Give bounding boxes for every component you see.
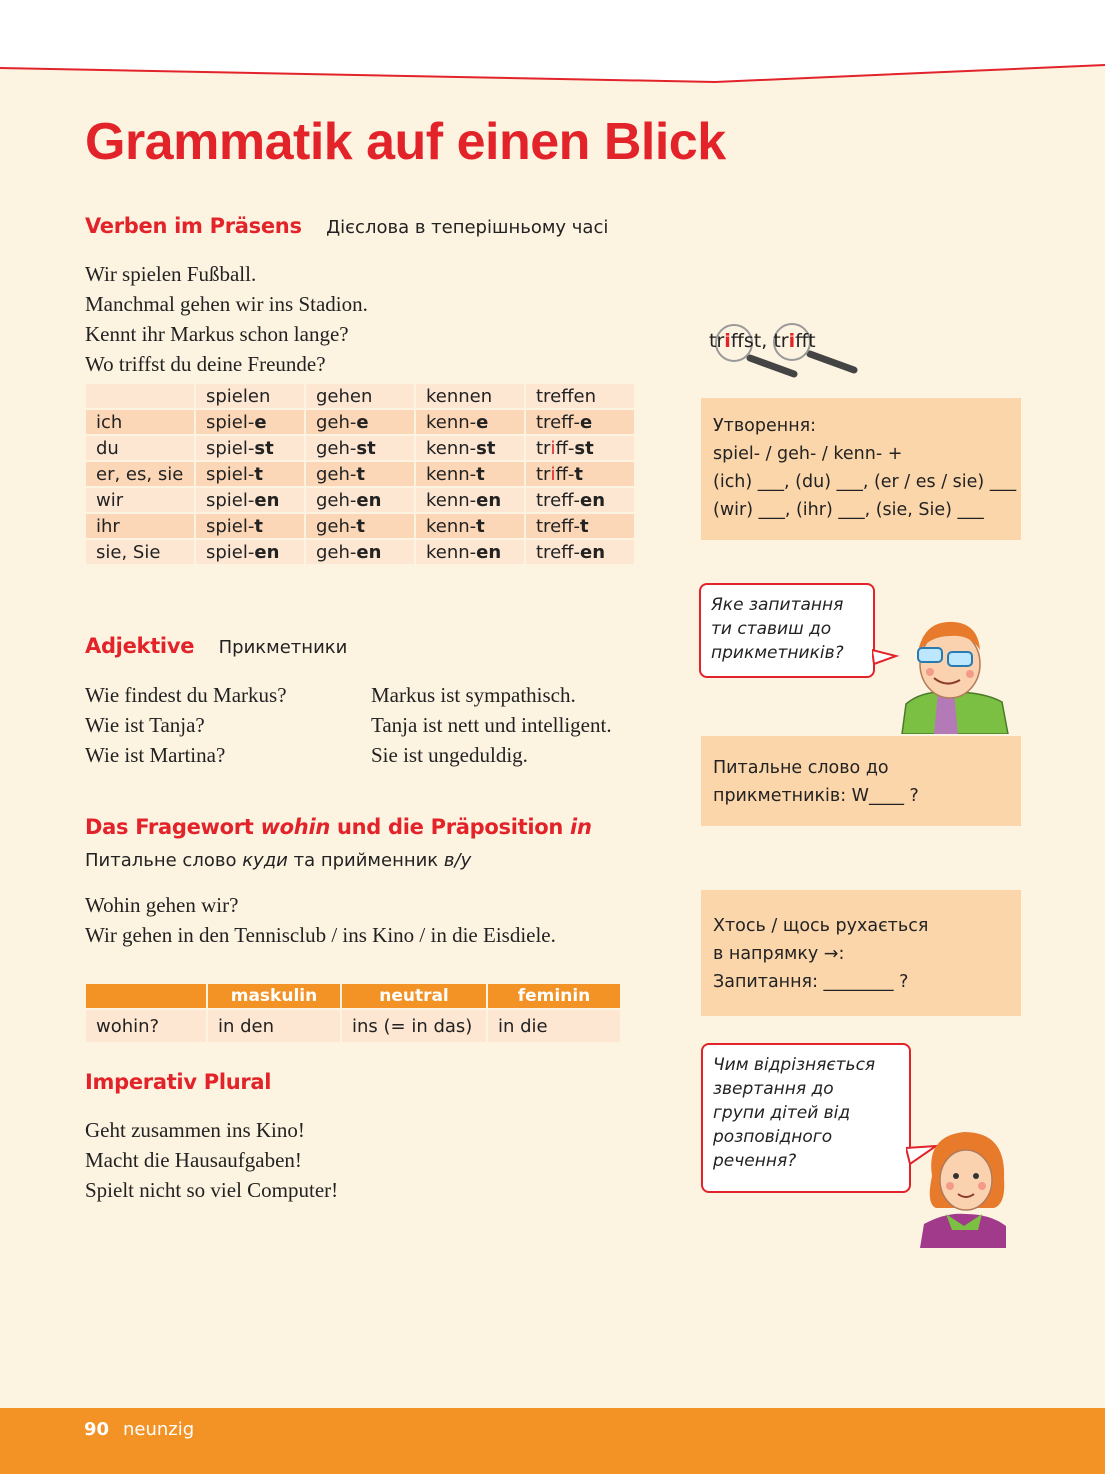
table-header-cell: kennen	[416, 384, 524, 408]
page-number: 90	[84, 1419, 110, 1440]
table-row	[86, 436, 634, 460]
stem: kenn-	[426, 489, 477, 511]
girl-top-icon	[920, 1214, 1006, 1248]
table-row	[86, 514, 634, 538]
table-cell	[526, 540, 634, 564]
box-line: прикметників: W____ ?	[713, 786, 919, 806]
table-row	[86, 1010, 620, 1042]
sentence: Wir gehen in den Tennisclub / ins Kino / in die Eisdiele.	[85, 923, 556, 947]
answer: Markus ist sympathisch.	[371, 683, 576, 707]
stem: kenn-	[426, 515, 477, 537]
girl-face-icon	[940, 1150, 992, 1210]
ending: t	[254, 515, 263, 537]
table-header-cell: treffen	[526, 384, 634, 408]
stem: geh-	[316, 489, 357, 511]
table-cell	[196, 514, 304, 538]
table-cell	[196, 488, 304, 512]
sub-part: та прийменник	[287, 850, 444, 871]
stem: tr	[536, 463, 551, 485]
word-part: fft	[795, 330, 816, 352]
table-cell	[86, 384, 194, 408]
adjectives-subheading: Прикметники	[218, 637, 348, 658]
table-cell	[306, 436, 414, 460]
verb-conjugation-table	[84, 382, 636, 566]
ending: t	[356, 515, 366, 537]
question-word-box	[701, 736, 1021, 826]
question: Wie ist Martina?	[85, 743, 226, 767]
ending: en	[580, 541, 606, 563]
box-line: Запитання: ________ ?	[713, 972, 909, 992]
table-cell	[526, 462, 634, 486]
ending: e	[356, 411, 369, 433]
stem: spiel-	[206, 489, 255, 511]
imperative-sentences	[85, 1115, 338, 1205]
ending: t	[356, 463, 366, 485]
table-cell	[526, 488, 634, 512]
ending: e	[476, 411, 489, 433]
ending: st	[476, 437, 496, 459]
sub-part: Питальне слово	[85, 850, 243, 871]
girl-speech-bubble	[701, 1043, 911, 1193]
stem: tr	[536, 437, 551, 459]
stem: spiel-	[206, 541, 255, 563]
box-line: Питальне слово до	[713, 758, 889, 778]
girl-eye-icon	[953, 1173, 959, 1179]
pronoun-cell: wir	[86, 488, 194, 512]
ending: en	[356, 541, 382, 563]
preposition-table	[84, 982, 622, 1044]
ending: en	[254, 489, 280, 511]
table-cell	[306, 540, 414, 564]
question: Wie findest du Markus?	[85, 683, 287, 707]
adjectives-heading: Adjektive	[85, 634, 195, 658]
stem: tre	[536, 411, 562, 433]
stem: geh-	[316, 515, 357, 537]
magnifier-handle-icon	[810, 354, 854, 370]
sentence: Spielt nicht so viel Computer!	[85, 1178, 339, 1202]
girl-cheek-icon	[978, 1182, 986, 1190]
ending: t	[476, 515, 485, 537]
stem: geh-	[316, 541, 357, 563]
word-part: tr	[709, 330, 725, 352]
highlighted-vowel: i	[724, 330, 731, 352]
formation-box	[701, 398, 1021, 540]
bubble-line: Чим відрізняється	[713, 1055, 876, 1075]
stem: kenn-	[426, 463, 477, 485]
verbs-heading: Verben im Präsens	[85, 214, 302, 238]
pronoun-cell: ihr	[86, 514, 194, 538]
table-header-cell: maskulin	[208, 984, 340, 1008]
bubble-line: звертання до	[713, 1079, 834, 1099]
stem: ff-	[561, 411, 581, 433]
table-header-cell	[86, 984, 206, 1008]
table-cell	[306, 514, 414, 538]
table-header-cell: spielen	[196, 384, 304, 408]
bubble-tail-icon	[872, 650, 896, 664]
boy-glasses-icon	[918, 648, 942, 662]
ending: en	[580, 489, 606, 511]
stem: ff-	[561, 541, 581, 563]
girl-eye-icon	[973, 1173, 979, 1179]
ending: en	[254, 541, 280, 563]
box-line: (ich) ___, (du) ___, (er / es / sie) ___	[713, 472, 1017, 492]
question: Wie ist Tanja?	[85, 713, 205, 737]
adjective-answers	[371, 680, 612, 770]
sentence: Macht die Hausaufgaben!	[85, 1148, 302, 1172]
table-cell: in den	[208, 1010, 340, 1042]
table-cell	[416, 410, 524, 434]
boy-speech-bubble	[699, 583, 875, 678]
boy-cheek-icon	[926, 668, 934, 676]
table-header-cell: feminin	[488, 984, 620, 1008]
ending: t	[574, 463, 583, 485]
stem: geh-	[316, 411, 357, 433]
ending: st	[254, 437, 274, 459]
heading-part: Das Fragewort	[85, 815, 261, 839]
footer-bar	[0, 1408, 1105, 1474]
stem: ff-	[555, 437, 575, 459]
heading-part: und die Präposition	[330, 815, 571, 839]
bubble-line: розповідного	[713, 1127, 833, 1147]
table-cell: ins (= in das)	[342, 1010, 486, 1042]
table-row	[86, 488, 634, 512]
sentence: Kennt ihr Markus schon lange?	[85, 322, 349, 346]
word-part: ffst,	[730, 330, 774, 352]
stem: kenn-	[426, 411, 477, 433]
bubble-line: Яке запитання	[711, 595, 844, 615]
ending: en	[476, 541, 502, 563]
table-header-cell: gehen	[306, 384, 414, 408]
table-cell	[416, 514, 524, 538]
vowel-change: i	[550, 463, 556, 485]
table-cell	[526, 410, 634, 434]
table-header-row	[86, 384, 634, 408]
table-cell	[526, 514, 634, 538]
box-line: в напрямку →:	[713, 944, 845, 964]
page-title: Grammatik auf einen Blick	[85, 113, 726, 171]
box-line: spiel- / geh- / kenn- +	[713, 444, 903, 464]
sentence: Geht zusammen ins Kino!	[85, 1118, 305, 1142]
box-line: (wir) ___, (ihr) ___, (sie, Sie) ___	[713, 500, 984, 520]
stem: spiel-	[206, 437, 255, 459]
table-cell	[416, 436, 524, 460]
stem: tre	[536, 541, 562, 563]
table-cell: in die	[488, 1010, 620, 1042]
table-cell	[196, 462, 304, 486]
heading-italic: wohin	[260, 815, 330, 839]
sentence: Manchmal gehen wir ins Stadion.	[85, 292, 368, 316]
table-cell	[416, 488, 524, 512]
fragewort-subheading	[85, 850, 471, 871]
table-cell	[416, 462, 524, 486]
stem: tre	[536, 515, 562, 537]
bubble-line: речення?	[713, 1151, 797, 1171]
adjectives-heading-row	[85, 634, 347, 658]
stem: geh-	[316, 437, 357, 459]
table-cell	[526, 436, 634, 460]
ending: t	[254, 463, 263, 485]
stem: ff-	[561, 515, 581, 537]
girl-character-illustration	[906, 1118, 1026, 1248]
pronoun-cell: sie, Sie	[86, 540, 194, 564]
word-part: tr	[773, 330, 789, 352]
bubble-line: прикметників?	[711, 643, 844, 663]
ending: t	[476, 463, 485, 485]
box-line: Утворення:	[713, 416, 817, 436]
imperative-heading: Imperativ Plural	[85, 1070, 272, 1094]
pronoun-cell: er, es, sie	[86, 462, 194, 486]
direction-box	[701, 890, 1021, 1016]
table-row	[86, 410, 634, 434]
table-header-row	[86, 984, 620, 1008]
stem: geh-	[316, 463, 357, 485]
answer: Tanja ist nett und intelligent.	[371, 713, 612, 737]
stem: ff-	[555, 463, 575, 485]
verbs-subheading: Дієслова в теперішньому часі	[326, 217, 609, 238]
stem: kenn-	[426, 437, 477, 459]
ending: st	[356, 437, 376, 459]
verbs-heading-row	[85, 214, 608, 238]
heading-italic: in	[570, 815, 592, 839]
highlighted-vowel: i	[788, 330, 796, 352]
table-cell	[306, 410, 414, 434]
boy-glasses-icon	[948, 652, 972, 666]
table-cell	[196, 540, 304, 564]
table-header-cell: neutral	[342, 984, 486, 1008]
ending: en	[356, 489, 382, 511]
table-cell	[196, 436, 304, 460]
stem: tre	[536, 489, 562, 511]
vowel-change: i	[550, 437, 556, 459]
stem: kenn-	[426, 541, 477, 563]
boy-cheek-icon	[966, 670, 974, 678]
box-line: Хтось / щось рухається	[713, 916, 929, 936]
sub-italic: куди	[242, 850, 288, 871]
pronoun-cell: ich	[86, 410, 194, 434]
stem: spiel-	[206, 463, 255, 485]
sentence: Wo triffst du deine Freunde?	[85, 352, 326, 376]
ending: st	[574, 437, 594, 459]
ending: e	[254, 411, 267, 433]
verbs-sentences	[85, 259, 368, 379]
fragewort-heading	[85, 815, 592, 839]
boy-character-illustration	[872, 612, 1012, 734]
sentence: Wohin gehen wir?	[85, 893, 239, 917]
ending: e	[580, 411, 593, 433]
stem: spiel-	[206, 515, 255, 537]
sub-italic: в/у	[443, 850, 472, 871]
girl-cheek-icon	[946, 1182, 954, 1190]
page-number-word: neunzig	[123, 1419, 195, 1440]
adjective-questions	[85, 680, 287, 770]
fragewort-sentences	[85, 890, 556, 950]
stem: ff-	[561, 489, 581, 511]
table-row	[86, 540, 634, 564]
bubble-line: групи дітей від	[713, 1103, 851, 1123]
answer: Sie ist ungeduldig.	[371, 743, 528, 767]
table-cell	[306, 488, 414, 512]
sentence: Wir spielen Fußball.	[85, 262, 257, 286]
pronoun-cell: du	[86, 436, 194, 460]
table-cell: wohin?	[86, 1010, 206, 1042]
ending: t	[580, 515, 589, 537]
bubble-line: ти ставиш до	[711, 619, 832, 639]
magnifier-text	[709, 330, 816, 352]
table-cell	[196, 410, 304, 434]
table-cell	[306, 462, 414, 486]
table-cell	[416, 540, 524, 564]
stem: spiel-	[206, 411, 255, 433]
ending: en	[476, 489, 502, 511]
table-row	[86, 462, 634, 486]
